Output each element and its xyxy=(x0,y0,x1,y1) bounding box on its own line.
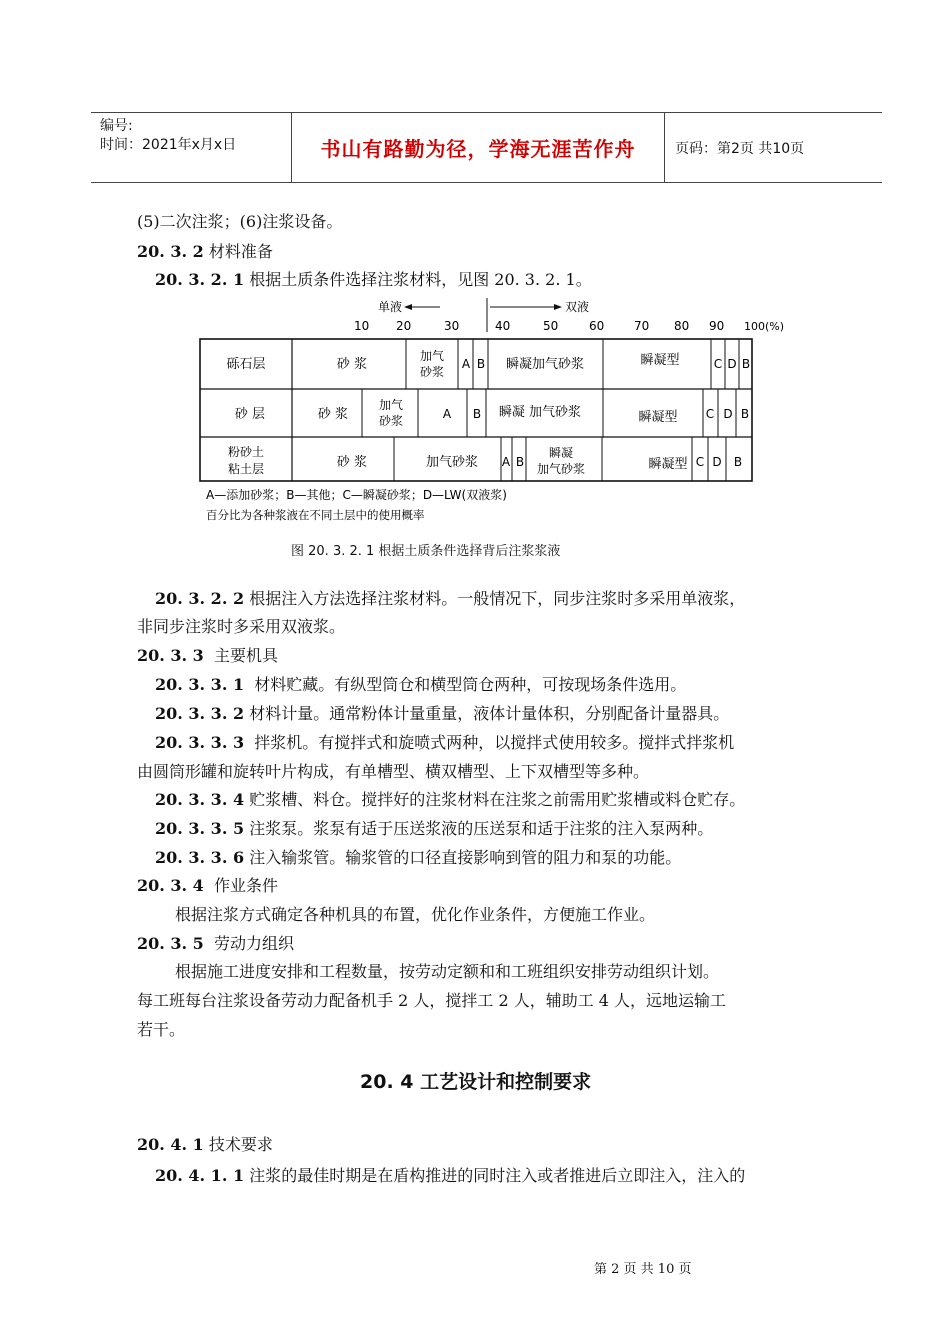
single-liquid-label: 单液 xyxy=(378,300,403,314)
number-label: 编号: xyxy=(100,118,133,134)
cell-label: A xyxy=(442,407,452,421)
cell-label: 加气 xyxy=(378,398,404,412)
paragraph-text: 注入输浆管。输浆管的口径直接影响到管的阻力和泵的功能。 xyxy=(249,848,682,867)
cell-label: C xyxy=(695,455,705,469)
page-label: 页码：第2页 共10页 xyxy=(675,140,805,157)
tick-label: 80 xyxy=(674,319,690,333)
tick-label: 70 xyxy=(634,319,650,333)
cell-label: 砂 浆 xyxy=(317,407,349,422)
cell-label: 砂 浆 xyxy=(336,357,368,372)
cell-label: B xyxy=(741,357,751,371)
text-line: 由圆筒形罐和旋转叶片构成，有单槽型、横双槽型、上下双槽型等多种。 xyxy=(137,762,650,781)
tick-label: 20 xyxy=(396,319,412,333)
section-number: 20. 3. 5 xyxy=(137,934,204,953)
paragraph-text: 材料贮藏。有纵型筒仓和横型筒仓两种，可按现场条件选用。 xyxy=(254,675,687,694)
paragraph-number: 20. 3. 3. 1 xyxy=(155,675,245,694)
section-heading xyxy=(137,1135,273,1155)
figure-note: 百分比为各种浆液在不同土层中的使用概率 xyxy=(206,508,425,522)
page-header xyxy=(91,112,882,183)
text-line: 根据注浆方式确定各种机具的布置，优化作业条件，方便施工作业。 xyxy=(175,905,656,924)
cell-label: B xyxy=(476,357,486,371)
cell-label: 砂浆 xyxy=(419,365,445,379)
cell-label: 加气砂浆 xyxy=(425,455,479,470)
double-arrow-head xyxy=(554,304,562,310)
soil-label: 砾石层 xyxy=(226,357,266,372)
paragraph-number: 20. 4. 1. 1 xyxy=(155,1166,245,1185)
soil-label: 粉砂土 xyxy=(227,445,265,459)
tick-label: 90 xyxy=(709,319,725,333)
paragraph-text: 拌浆机。有搅拌式和旋喷式两种，以搅拌式使用较多。搅拌式拌浆机 xyxy=(254,733,735,752)
text-line: (5)二次注浆；(6)注浆设备。 xyxy=(137,212,343,231)
cell-label: C xyxy=(713,357,723,371)
cell-label: A xyxy=(461,357,471,371)
tick-label: 40 xyxy=(495,319,511,333)
section-title: 劳动力组织 xyxy=(213,934,294,953)
paragraph xyxy=(155,1166,745,1186)
text-line: 根据施工进度安排和工程数量，按劳动定额和和工班组织安排劳动组织计划。 xyxy=(175,962,720,981)
paragraph xyxy=(155,589,745,609)
text-line: 每工班每台注浆设备劳动力配备机手 2 人，搅拌工 2 人，辅助工 4 人，远地运输工 xyxy=(137,991,727,1010)
motto: 书山有路勤为径，学海无涯苦作舟 xyxy=(292,113,665,182)
section-number: 20. 3. 4 xyxy=(137,876,204,895)
paragraph-text: 注浆泵。浆泵有适于压送浆液的压送泵和适于注浆的注入泵两种。 xyxy=(249,819,714,838)
paragraph xyxy=(155,675,686,695)
tick-label: 30 xyxy=(444,319,460,333)
paragraph xyxy=(155,733,734,753)
tick-label: 10 xyxy=(354,319,370,333)
soil-label: 砂 层 xyxy=(234,407,266,422)
cell-label: D xyxy=(712,455,722,469)
paragraph-number: 20. 3. 2. 1 xyxy=(155,270,245,289)
page-footer: 第 2 页 共 10 页 xyxy=(594,1262,692,1277)
section-heading xyxy=(137,934,294,954)
cell-label: 砂浆 xyxy=(378,414,404,428)
paragraph xyxy=(155,704,729,724)
soil-label: 粘土层 xyxy=(227,462,265,476)
paragraph-number: 20. 3. 2. 2 xyxy=(155,589,245,608)
cell-label: D xyxy=(723,407,733,421)
cell-label: B xyxy=(515,455,525,469)
tick-label: 100(%) xyxy=(744,320,785,333)
cell-label: B xyxy=(740,407,750,421)
cell-label: 瞬凝型 xyxy=(648,457,688,472)
grouting-figure xyxy=(190,296,785,528)
cell-label: 瞬凝型 xyxy=(640,353,680,368)
text-line: 非同步注浆时多采用双液浆。 xyxy=(137,617,346,636)
cell-label: 砂 浆 xyxy=(336,455,368,470)
paragraph-text: 贮浆槽、料仓。搅拌好的注浆材料在注浆之前需用贮浆槽或料仓贮存。 xyxy=(249,790,746,809)
cell-label: B xyxy=(733,455,743,469)
section-heading xyxy=(137,646,278,666)
paragraph-number: 20. 3. 3. 2 xyxy=(155,704,245,723)
text-line: 若干。 xyxy=(137,1020,186,1039)
paragraph-number: 20. 3. 3. 5 xyxy=(155,819,245,838)
chapter-heading: 20. 4 工艺设计和控制要求 xyxy=(360,1071,592,1093)
paragraph-text: 注浆的最佳时期是在盾构推进的同时注入或者推进后立即注入，注入的 xyxy=(249,1166,746,1185)
tick-label: 50 xyxy=(543,319,559,333)
cell-label: 瞬凝型 xyxy=(638,410,678,425)
paragraph-text: 材料计量。通常粉体计量重量，液体计量体积，分别配备计量器具。 xyxy=(249,704,730,723)
section-number: 20. 3. 3 xyxy=(137,646,204,665)
paragraph-text: 根据土质条件选择注浆材料，见图 20. 3. 2. 1。 xyxy=(249,270,592,289)
section-title: 材料准备 xyxy=(208,242,273,261)
cell-label: D xyxy=(727,357,737,371)
cell-label: A xyxy=(501,455,511,469)
section-title: 作业条件 xyxy=(213,876,278,895)
paragraph xyxy=(155,848,681,868)
single-arrow-head xyxy=(404,304,412,310)
paragraph-number: 20. 3. 3. 4 xyxy=(155,790,245,809)
paragraph-text: 根据注入方法选择注浆材料。一般情况下，同步注浆时多采用单液浆， xyxy=(249,589,746,608)
tick-label: 60 xyxy=(589,319,605,333)
section-title: 技术要求 xyxy=(208,1135,273,1154)
cell-label: 瞬凝 xyxy=(548,446,574,460)
cell-label: B xyxy=(472,407,482,421)
section-number: 20. 3. 2 xyxy=(137,242,204,261)
cell-label: 加气砂浆 xyxy=(536,462,586,476)
paragraph xyxy=(155,790,745,810)
cell-label: 加气 xyxy=(419,349,445,363)
cell-label: 瞬凝 加气砂浆 xyxy=(498,405,582,420)
paragraph xyxy=(155,270,592,290)
figure-caption: 图 20. 3. 2. 1 根据土质条件选择背后注浆浆液 xyxy=(291,544,561,559)
paragraph xyxy=(155,819,713,839)
figure-legend: A—添加砂浆；B—其他；C—瞬凝砂浆；D—LW(双液浆) xyxy=(206,488,507,502)
paragraph-number: 20. 3. 3. 3 xyxy=(155,733,245,752)
section-number: 20. 4. 1 xyxy=(137,1135,204,1154)
time-label: 时间：2021年x月x日 xyxy=(100,137,237,153)
cell-label: C xyxy=(705,407,715,421)
paragraph-number: 20. 3. 3. 6 xyxy=(155,848,245,867)
header-left xyxy=(91,113,292,182)
section-title: 主要机具 xyxy=(213,646,278,665)
section-heading xyxy=(137,242,273,262)
cell-label: 瞬凝加气砂浆 xyxy=(505,357,585,372)
section-heading xyxy=(137,876,278,896)
double-liquid-label: 双液 xyxy=(565,300,590,314)
